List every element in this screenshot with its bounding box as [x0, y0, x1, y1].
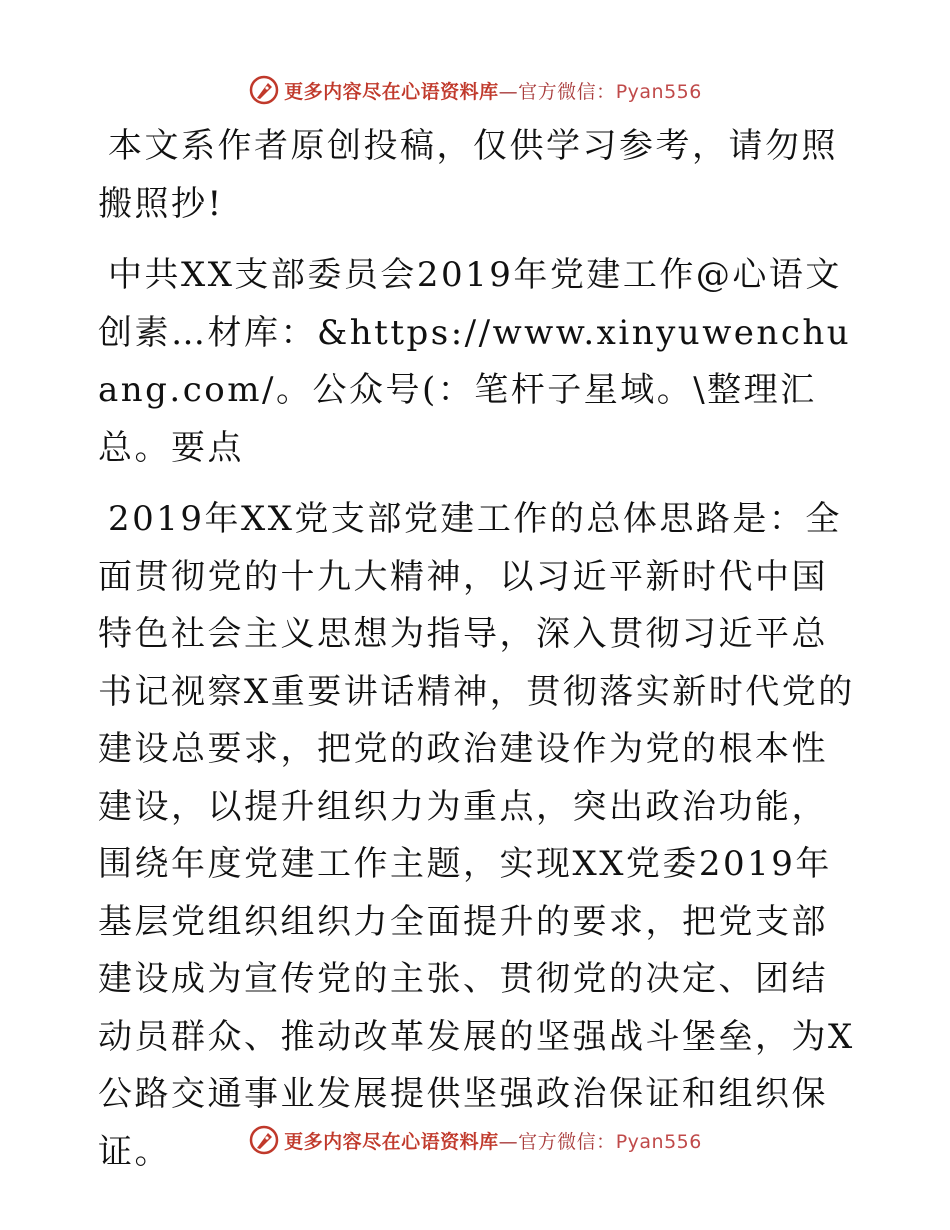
- body-paragraph: 2019年XX党支部党建工作的总体思路是：全面贯彻党的十九大精神，以习近平新时代中国特色社会主义思想为指导，深入贯彻习近平总书记视察X重要讲话精神，贯彻落实新时代党的建设总要求，把党的政治建设作为党的根本性建设，以提升组织力为重点，突出政治功能，围绕年度党建工作主题，实现XX党委2019年基层党组织组织力全面提升的要求，把党支部建设成为宣传党的主张、贯彻党的决定、团结动员群众、推动改革发展的坚强战斗堡垒，为X公路交通事业发展提供坚强政治保证和组织保证。: [98, 499, 855, 1172]
- footer-wechat-id: Pyan556: [615, 1130, 702, 1153]
- header-banner: [0, 70, 950, 110]
- document-title-line: 中共XX支部委员会2019年党建工作@心语文创素…材库：&https://www.xinyuwenchuang.com/。公众号(：笔杆子星域。\整理汇总。要点: [98, 255, 852, 468]
- header-banner-text: [284, 77, 702, 104]
- footer-dash: —: [498, 1130, 519, 1153]
- header-wechat-id: Pyan556: [615, 80, 702, 103]
- pen-nib-logo-icon: [248, 1124, 280, 1156]
- pen-nib-logo-icon: [248, 74, 280, 106]
- footer-wechat-label: 官方微信：: [518, 1130, 616, 1153]
- header-dash: —: [498, 80, 519, 103]
- header-brand-text: 更多内容尽在心语资料库: [284, 80, 499, 103]
- footer-brand-text: 更多内容尽在心语资料库: [284, 1130, 499, 1153]
- header-wechat-label: 官方微信：: [518, 80, 616, 103]
- footer-banner: [0, 1120, 950, 1160]
- document-body: [98, 118, 858, 1181]
- footer-banner-text: [284, 1127, 702, 1154]
- copyright-notice: 本文系作者原创投稿，仅供学习参考，请勿照搬照抄!: [98, 126, 838, 224]
